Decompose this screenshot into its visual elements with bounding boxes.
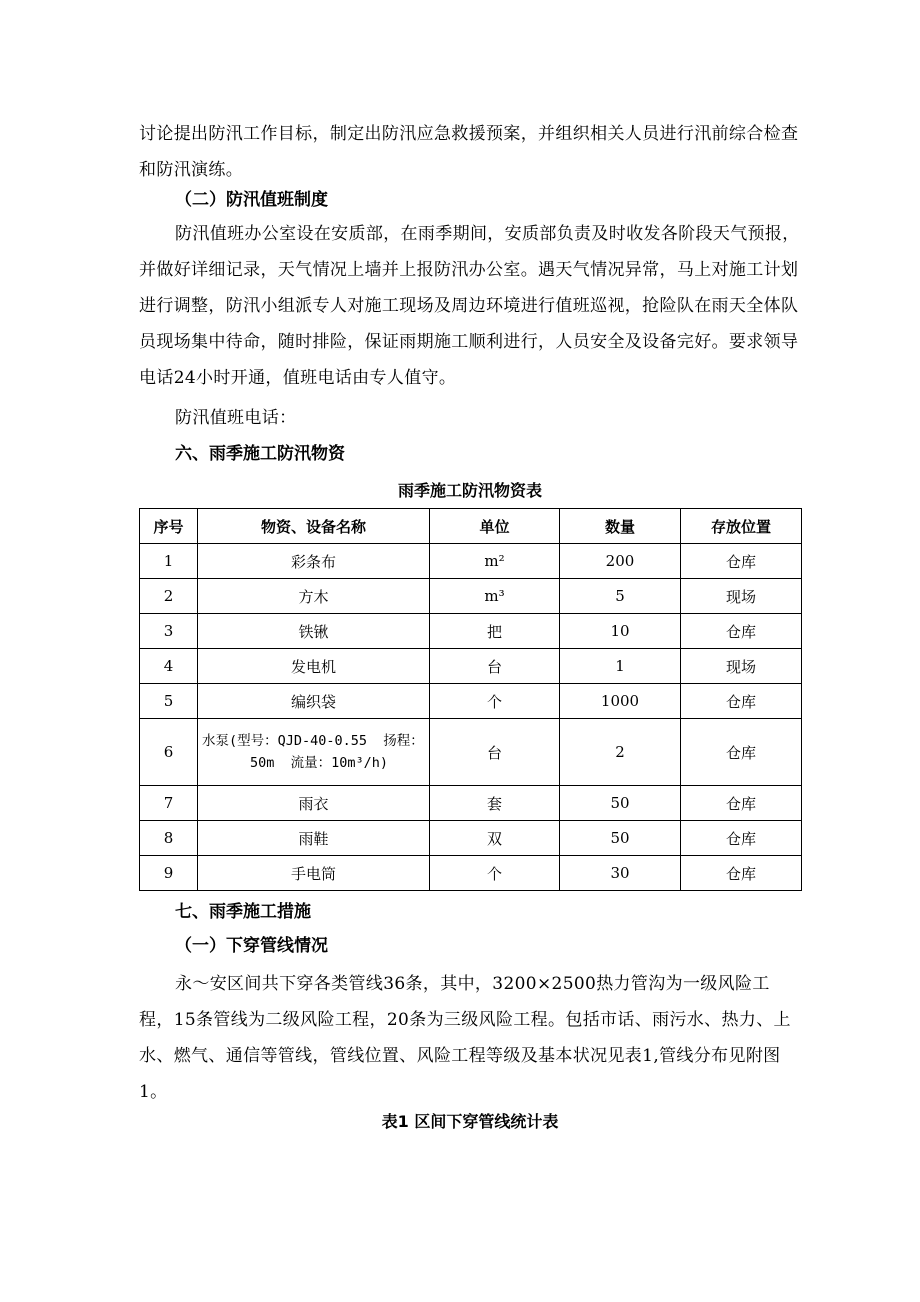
table-header-row	[140, 509, 802, 544]
materials-table	[139, 508, 802, 891]
table-row	[140, 579, 802, 614]
cell-no: 9	[140, 856, 198, 891]
cell-location: 仓库	[681, 684, 802, 719]
table-row	[140, 719, 802, 786]
cell-unit: 双	[430, 821, 560, 856]
cell-unit: 台	[430, 719, 560, 786]
cell-unit: 个	[430, 856, 560, 891]
cell-location: 仓库	[681, 821, 802, 856]
cell-name: 手电筒	[198, 856, 430, 891]
cell-name: 彩条布	[198, 544, 430, 579]
cell-qty: 30	[560, 856, 681, 891]
pump-name-line-2: 50m 流量：10m³/h)	[250, 755, 389, 771]
cell-name: 方木	[198, 579, 430, 614]
cell-unit: m³	[430, 579, 560, 614]
cell-name: 编织袋	[198, 684, 430, 719]
cell-location: 仓库	[681, 719, 802, 786]
cell-unit: 台	[430, 649, 560, 684]
cell-unit: 把	[430, 614, 560, 649]
cell-qty: 1000	[560, 684, 681, 719]
pump-name-line-1: 水泵(型号：QJD-40-0.55 扬程：	[202, 733, 424, 749]
cell-location: 仓库	[681, 786, 802, 821]
cell-unit: 套	[430, 786, 560, 821]
flood-duty-paragraph: 防汛值班办公室设在安质部，在雨季期间，安质部负责及时收发各阶段天气预报，并做好详细记录，天气情况上墙并上报防汛办公室。遇天气情况异常，马上对施工计划进行调整，防汛小组派专人对施工现场及周边环境进行值班巡视，抢险队在雨天全体队员现场集中待命，随时排险，保证雨期施工顺利进行，人员安全及设备完好。要求领导电话24小时开通，值班电话由专人值守。	[139, 224, 800, 388]
cell-qty: 2	[560, 719, 681, 786]
cell-no: 3	[140, 614, 198, 649]
cell-location: 现场	[681, 649, 802, 684]
cell-name: 铁锹	[198, 614, 430, 649]
cell-name: 雨衣	[198, 786, 430, 821]
cell-location: 仓库	[681, 544, 802, 579]
table-row	[140, 614, 802, 649]
flood-duty-heading: （二）防汛值班制度	[175, 190, 328, 210]
cell-qty: 50	[560, 786, 681, 821]
cell-location: 仓库	[681, 856, 802, 891]
col-header-qty: 数量	[560, 509, 681, 544]
table-row	[140, 684, 802, 719]
cell-qty: 200	[560, 544, 681, 579]
cell-no: 1	[140, 544, 198, 579]
col-header-unit: 单位	[430, 509, 560, 544]
table-row	[140, 544, 802, 579]
intro-paragraph: 讨论提出防汛工作目标，制定出防汛应急救援预案，并组织相关人员进行汛前综合检查和防汛演练。	[139, 124, 799, 180]
cell-no: 5	[140, 684, 198, 719]
cell-location: 仓库	[681, 614, 802, 649]
cell-qty: 10	[560, 614, 681, 649]
cell-qty: 50	[560, 821, 681, 856]
cell-unit: m²	[430, 544, 560, 579]
table-row	[140, 821, 802, 856]
cell-unit: 个	[430, 684, 560, 719]
col-header-location: 存放位置	[681, 509, 802, 544]
duty-phone-line: 防汛值班电话：	[175, 408, 297, 428]
cell-no: 7	[140, 786, 198, 821]
section-six-heading: 六、雨季施工防汛物资	[175, 444, 345, 464]
cell-qty: 5	[560, 579, 681, 614]
table-row	[140, 856, 802, 891]
cell-no: 2	[140, 579, 198, 614]
cell-no: 4	[140, 649, 198, 684]
pipeline-table-caption: 表1 区间下穿管线统计表	[381, 1112, 559, 1131]
section-seven-heading: 七、雨季施工措施	[175, 902, 311, 922]
materials-table-title: 雨季施工防汛物资表	[397, 481, 542, 500]
table-row	[140, 786, 802, 821]
cell-name	[198, 719, 430, 786]
cell-name: 雨鞋	[198, 821, 430, 856]
cell-qty: 1	[560, 649, 681, 684]
cell-location: 现场	[681, 579, 802, 614]
table-row	[140, 649, 802, 684]
cell-no: 6	[140, 719, 198, 786]
cell-name: 发电机	[198, 649, 430, 684]
pipeline-paragraph: 永～安区间共下穿各类管线36条，其中，3200×2500热力管沟为一级风险工程，15条管线为二级风险工程，20条为三级风险工程。包括市话、雨污水、热力、上水、燃气、通信等管线，管线位置、风险工程等级及基本状况见表1,管线分布见附图1。	[139, 974, 791, 1102]
col-header-name: 物资、设备名称	[198, 509, 430, 544]
cell-no: 8	[140, 821, 198, 856]
pipeline-sub-heading: （一）下穿管线情况	[175, 936, 328, 956]
col-header-no: 序号	[140, 509, 198, 544]
